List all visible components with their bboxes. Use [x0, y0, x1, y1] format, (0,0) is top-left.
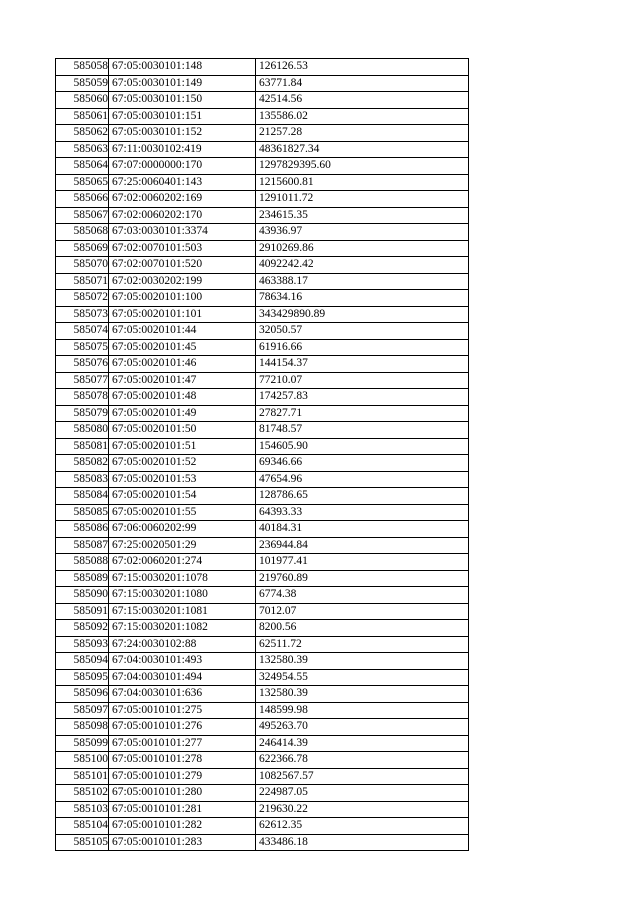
table-row	[56, 818, 469, 835]
table-row	[56, 389, 469, 406]
cadastral-number-cell: 67:05:0010101:279	[109, 768, 256, 785]
table-body	[56, 59, 469, 851]
value-cell: 7012.07	[256, 603, 469, 620]
table-row	[56, 587, 469, 604]
table-row	[56, 620, 469, 637]
table-row	[56, 405, 469, 422]
cadastral-number-cell: 67:15:0030201:1082	[109, 620, 256, 637]
value-cell: 1215600.81	[256, 174, 469, 191]
cadastral-number-cell: 67:25:0020501:29	[109, 537, 256, 554]
cadastral-number-cell: 67:05:0020101:51	[109, 438, 256, 455]
value-cell: 4092242.42	[256, 257, 469, 274]
table-row	[56, 669, 469, 686]
cadastral-number-cell: 67:05:0020101:44	[109, 323, 256, 340]
cadastral-number-cell: 67:07:0000000:170	[109, 158, 256, 175]
table-row	[56, 125, 469, 142]
value-cell: 47654.96	[256, 471, 469, 488]
table-row	[56, 702, 469, 719]
cadastral-number-cell: 67:02:0070101:503	[109, 240, 256, 257]
table-row	[56, 801, 469, 818]
row-number-cell: 585060	[56, 92, 109, 109]
cadastral-number-cell: 67:15:0030201:1078	[109, 570, 256, 587]
value-cell: 6774.38	[256, 587, 469, 604]
row-number-cell: 585065	[56, 174, 109, 191]
cadastral-number-cell: 67:02:0070101:520	[109, 257, 256, 274]
cadastral-number-cell: 67:05:0010101:281	[109, 801, 256, 818]
table-row	[56, 455, 469, 472]
value-cell: 69346.66	[256, 455, 469, 472]
value-cell: 324954.55	[256, 669, 469, 686]
cadastral-number-cell: 67:05:0020101:53	[109, 471, 256, 488]
table-row	[56, 257, 469, 274]
row-number-cell: 585068	[56, 224, 109, 241]
table-row	[56, 504, 469, 521]
row-number-cell: 585071	[56, 273, 109, 290]
cadastral-number-cell: 67:25:0060401:143	[109, 174, 256, 191]
cadastral-number-cell: 67:05:0020101:48	[109, 389, 256, 406]
table-row	[56, 191, 469, 208]
table-row	[56, 108, 469, 125]
value-cell: 101977.41	[256, 554, 469, 571]
table-row	[56, 174, 469, 191]
row-number-cell: 585101	[56, 768, 109, 785]
row-number-cell: 585102	[56, 785, 109, 802]
row-number-cell: 585087	[56, 537, 109, 554]
row-number-cell: 585092	[56, 620, 109, 637]
cadastral-number-cell: 67:04:0030101:494	[109, 669, 256, 686]
cadastral-number-cell: 67:05:0020101:49	[109, 405, 256, 422]
row-number-cell: 585070	[56, 257, 109, 274]
value-cell: 495263.70	[256, 719, 469, 736]
table-row	[56, 834, 469, 851]
value-cell: 219760.89	[256, 570, 469, 587]
row-number-cell: 585091	[56, 603, 109, 620]
cadastral-value-table	[55, 58, 469, 851]
table-row	[56, 59, 469, 76]
value-cell: 62612.35	[256, 818, 469, 835]
table-row	[56, 306, 469, 323]
value-cell: 61916.66	[256, 339, 469, 356]
cadastral-number-cell: 67:05:0020101:50	[109, 422, 256, 439]
table-row	[56, 339, 469, 356]
cadastral-number-cell: 67:05:0030101:151	[109, 108, 256, 125]
row-number-cell: 585080	[56, 422, 109, 439]
value-cell: 48361827.34	[256, 141, 469, 158]
cadastral-number-cell: 67:02:0060202:170	[109, 207, 256, 224]
value-cell: 219630.22	[256, 801, 469, 818]
value-cell: 246414.39	[256, 735, 469, 752]
table-row	[56, 356, 469, 373]
cadastral-number-cell: 67:05:0010101:277	[109, 735, 256, 752]
cadastral-number-cell: 67:05:0030101:150	[109, 92, 256, 109]
table-row	[56, 735, 469, 752]
row-number-cell: 585058	[56, 59, 109, 76]
table-row	[56, 603, 469, 620]
cadastral-number-cell: 67:15:0030201:1081	[109, 603, 256, 620]
row-number-cell: 585069	[56, 240, 109, 257]
value-cell: 128786.65	[256, 488, 469, 505]
row-number-cell: 585100	[56, 752, 109, 769]
cadastral-number-cell: 67:03:0030101:3374	[109, 224, 256, 241]
cadastral-number-cell: 67:05:0020101:100	[109, 290, 256, 307]
row-number-cell: 585072	[56, 290, 109, 307]
table-row	[56, 207, 469, 224]
value-cell: 236944.84	[256, 537, 469, 554]
value-cell: 154605.90	[256, 438, 469, 455]
value-cell: 1297829395.60	[256, 158, 469, 175]
row-number-cell: 585104	[56, 818, 109, 835]
row-number-cell: 585064	[56, 158, 109, 175]
cadastral-number-cell: 67:04:0030101:493	[109, 653, 256, 670]
row-number-cell: 585067	[56, 207, 109, 224]
table-row	[56, 471, 469, 488]
value-cell: 81748.57	[256, 422, 469, 439]
row-number-cell: 585098	[56, 719, 109, 736]
cadastral-number-cell: 67:15:0030201:1080	[109, 587, 256, 604]
value-cell: 132580.39	[256, 653, 469, 670]
value-cell: 27827.71	[256, 405, 469, 422]
row-number-cell: 585095	[56, 669, 109, 686]
table-row	[56, 554, 469, 571]
row-number-cell: 585097	[56, 702, 109, 719]
row-number-cell: 585079	[56, 405, 109, 422]
cadastral-number-cell: 67:05:0010101:278	[109, 752, 256, 769]
cadastral-number-cell: 67:05:0020101:101	[109, 306, 256, 323]
value-cell: 126126.53	[256, 59, 469, 76]
table-row	[56, 290, 469, 307]
value-cell: 21257.28	[256, 125, 469, 142]
table-row	[56, 686, 469, 703]
table-row	[56, 273, 469, 290]
value-cell: 43936.97	[256, 224, 469, 241]
cadastral-number-cell: 67:05:0020101:54	[109, 488, 256, 505]
cadastral-number-cell: 67:05:0020101:52	[109, 455, 256, 472]
value-cell: 463388.17	[256, 273, 469, 290]
table-row	[56, 224, 469, 241]
value-cell: 62511.72	[256, 636, 469, 653]
table-row	[56, 372, 469, 389]
row-number-cell: 585089	[56, 570, 109, 587]
row-number-cell: 585061	[56, 108, 109, 125]
row-number-cell: 585096	[56, 686, 109, 703]
cadastral-number-cell: 67:05:0030101:152	[109, 125, 256, 142]
value-cell: 40184.31	[256, 521, 469, 538]
value-cell: 1291011.72	[256, 191, 469, 208]
value-cell: 433486.18	[256, 834, 469, 851]
row-number-cell: 585073	[56, 306, 109, 323]
value-cell: 32050.57	[256, 323, 469, 340]
value-cell: 148599.98	[256, 702, 469, 719]
row-number-cell: 585085	[56, 504, 109, 521]
table-row	[56, 785, 469, 802]
value-cell: 144154.37	[256, 356, 469, 373]
row-number-cell: 585075	[56, 339, 109, 356]
value-cell: 42514.56	[256, 92, 469, 109]
value-cell: 234615.35	[256, 207, 469, 224]
row-number-cell: 585081	[56, 438, 109, 455]
row-number-cell: 585103	[56, 801, 109, 818]
cadastral-number-cell: 67:05:0010101:282	[109, 818, 256, 835]
cadastral-number-cell: 67:05:0030101:149	[109, 75, 256, 92]
row-number-cell: 585105	[56, 834, 109, 851]
row-number-cell: 585088	[56, 554, 109, 571]
row-number-cell: 585076	[56, 356, 109, 373]
row-number-cell: 585059	[56, 75, 109, 92]
table-row	[56, 141, 469, 158]
cadastral-number-cell: 67:06:0060202:99	[109, 521, 256, 538]
row-number-cell: 585063	[56, 141, 109, 158]
value-cell: 2910269.86	[256, 240, 469, 257]
table-row	[56, 636, 469, 653]
value-cell: 78634.16	[256, 290, 469, 307]
row-number-cell: 585077	[56, 372, 109, 389]
row-number-cell: 585084	[56, 488, 109, 505]
table-row	[56, 422, 469, 439]
cadastral-number-cell: 67:02:0060202:169	[109, 191, 256, 208]
value-cell: 63771.84	[256, 75, 469, 92]
table-row	[56, 653, 469, 670]
value-cell: 132580.39	[256, 686, 469, 703]
cadastral-number-cell: 67:05:0010101:275	[109, 702, 256, 719]
row-number-cell: 585093	[56, 636, 109, 653]
cadastral-number-cell: 67:11:0030102:419	[109, 141, 256, 158]
cadastral-number-cell: 67:04:0030101:636	[109, 686, 256, 703]
row-number-cell: 585090	[56, 587, 109, 604]
table-row	[56, 92, 469, 109]
cadastral-number-cell: 67:02:0030202:199	[109, 273, 256, 290]
table-row	[56, 537, 469, 554]
value-cell: 135586.02	[256, 108, 469, 125]
row-number-cell: 585083	[56, 471, 109, 488]
cadastral-number-cell: 67:05:0020101:47	[109, 372, 256, 389]
table-row	[56, 158, 469, 175]
row-number-cell: 585062	[56, 125, 109, 142]
value-cell: 64393.33	[256, 504, 469, 521]
value-cell: 8200.56	[256, 620, 469, 637]
value-cell: 622366.78	[256, 752, 469, 769]
value-cell: 1082567.57	[256, 768, 469, 785]
cadastral-number-cell: 67:05:0010101:280	[109, 785, 256, 802]
cadastral-number-cell: 67:05:0020101:46	[109, 356, 256, 373]
table-row	[56, 570, 469, 587]
table-row	[56, 438, 469, 455]
cadastral-number-cell: 67:05:0030101:148	[109, 59, 256, 76]
value-cell: 343429890.89	[256, 306, 469, 323]
cadastral-number-cell: 67:05:0010101:283	[109, 834, 256, 851]
value-cell: 224987.05	[256, 785, 469, 802]
value-cell: 77210.07	[256, 372, 469, 389]
value-cell: 174257.83	[256, 389, 469, 406]
row-number-cell: 585074	[56, 323, 109, 340]
table-row	[56, 752, 469, 769]
cadastral-number-cell: 67:05:0020101:45	[109, 339, 256, 356]
cadastral-number-cell: 67:05:0020101:55	[109, 504, 256, 521]
row-number-cell: 585082	[56, 455, 109, 472]
table-row	[56, 240, 469, 257]
row-number-cell: 585099	[56, 735, 109, 752]
row-number-cell: 585094	[56, 653, 109, 670]
table-row	[56, 521, 469, 538]
table-row	[56, 75, 469, 92]
row-number-cell: 585086	[56, 521, 109, 538]
table-row	[56, 323, 469, 340]
table-row	[56, 768, 469, 785]
row-number-cell: 585066	[56, 191, 109, 208]
table-row	[56, 719, 469, 736]
cadastral-number-cell: 67:24:0030102:88	[109, 636, 256, 653]
cadastral-number-cell: 67:05:0010101:276	[109, 719, 256, 736]
table-row	[56, 488, 469, 505]
cadastral-number-cell: 67:02:0060201:274	[109, 554, 256, 571]
row-number-cell: 585078	[56, 389, 109, 406]
